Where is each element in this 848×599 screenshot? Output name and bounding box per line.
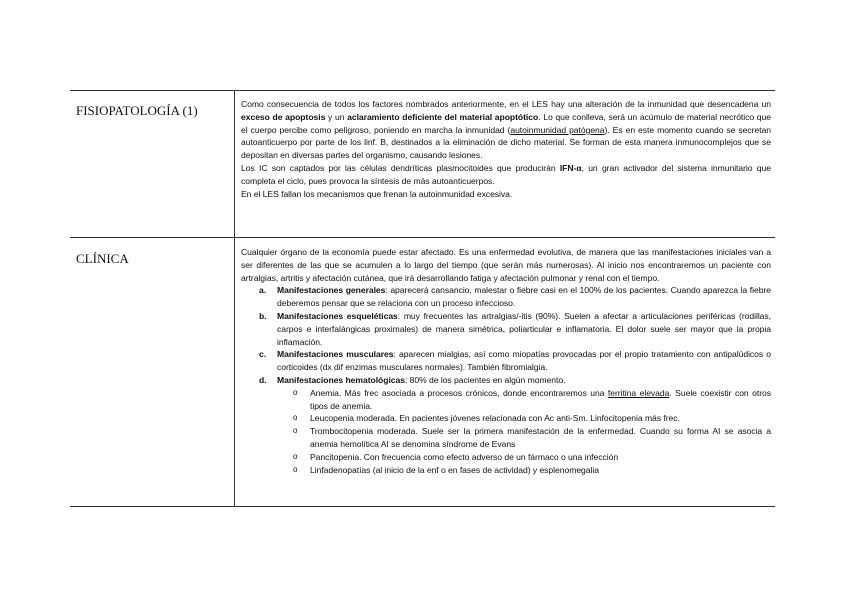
item-label: Manifestaciones musculares — [277, 349, 394, 360]
clinica-content — [235, 238, 775, 476]
section-title-clinica: CLÍNICA — [76, 251, 129, 266]
list-item — [259, 348, 771, 374]
sublist-item-linfadenopatias — [293, 464, 771, 477]
item-label: Manifestaciones hematológicas — [277, 374, 405, 385]
text-run: . Lo que conlleva, será un acúmulo de material necrótico que el cuerpo percibe como peligroso, poniendo en marcha la inmunidad ( — [241, 111, 771, 135]
row-content-cell — [235, 238, 776, 507]
list-marker: a. — [259, 285, 267, 296]
list-marker: d. — [259, 374, 267, 385]
list-item — [259, 310, 771, 348]
clinica-intro-paragraph: Cualquier órgano de la economía puede estar afectado. Es una enfermedad evolutiva, de manera que las manifestaciones iniciales van a ser diferentes de las que se acumulen a lo largo del tiempo (que serán más numerosas). Al inicio nos encontraremos un paciente con artralgias, artritis y afectación cutánea, que irá desarrollando fatiga y afectación pulmonar y renal con el tiempo. — [241, 247, 771, 283]
item-text: : 80% de los pacientes en algún momento. — [404, 374, 566, 385]
bold-term: aclaramiento deficiente del material apoptótico — [347, 111, 539, 122]
fisiopatologia-paragraph-2 — [241, 162, 771, 188]
bullet-icon: o — [293, 464, 298, 474]
bullet-icon: o — [293, 426, 298, 436]
list-item — [259, 374, 771, 476]
text-run: y un — [325, 111, 348, 122]
content-table — [70, 90, 775, 507]
text-run: Como consecuencia de todos los factores nombrados anteriormente, en el LES hay una alteración de la inmunidad que desencadena un — [241, 99, 771, 109]
text-run: Linfadenopatías (al inicio de la enf o en fases de actividad) y esplenomegalia — [310, 464, 599, 475]
text-run: Pancitopenia. Con frecuencia como efecto adverso de un fármaco o una infección — [310, 451, 619, 462]
fisiopatologia-paragraph-1 — [241, 98, 771, 162]
list-marker: b. — [259, 310, 267, 321]
text-run: . Suele coexistir con otros tipos de anemia. — [310, 387, 772, 411]
text-run: ). Es en este momento cuando se secretan autoanticuerpo por parte de los linf. B, destinados a la eliminación de dicho material. Se forman de esta manera inmunocomplejos que se depositan en diversas partes del organismo, causando lesiones. — [241, 124, 771, 161]
row-header-cell — [70, 238, 235, 507]
list-item — [259, 284, 771, 310]
table-row-fisiopatologia — [70, 91, 775, 238]
text-run: Leucopenia moderada. En pacientes jóvenes relacionada con Ac anti-Sm. Linfocitopenia más frec. — [310, 413, 680, 424]
list-marker: c. — [259, 349, 267, 360]
text-run: Los IC son captados por las células dendríticas plasmocitoides que producirán — [241, 162, 560, 173]
text-run: , un gran activador del sistema inmunitario que completa el ciclo, pues provoca la síntesis de más autoanticuerpos. — [241, 162, 771, 186]
row-content-cell — [235, 91, 776, 238]
bold-term: IFN-α — [559, 162, 582, 173]
item-label: Manifestaciones generales — [277, 285, 386, 296]
manifestaciones-list — [241, 284, 771, 476]
bold-term: exceso de apoptosis — [241, 111, 326, 122]
hematologicas-sublist — [277, 387, 771, 477]
fisiopatologia-paragraph-3: En el LES fallan los mecanismos que frenan la autoinmunidad excesiva. — [241, 188, 513, 199]
sublist-item-leucopenia — [293, 412, 771, 425]
sublist-item-trombocitopenia — [293, 425, 771, 451]
underlined-term: autoinmunidad patógena — [510, 124, 605, 135]
fisiopatologia-content — [235, 91, 775, 200]
bullet-icon: o — [293, 451, 298, 461]
sublist-item-pancitopenia — [293, 451, 771, 464]
item-text: : aparecerá cansancio, malestar o fiebre casi en el 100% de los pacientes. Cuando aparezca la fiebre deberemos pensar que se relaciona con un proceso infeccioso. — [277, 285, 771, 309]
bullet-icon: o — [293, 387, 298, 397]
bullet-icon: o — [293, 413, 298, 423]
text-run: Anemia. Más frec asociada a procesos crónicos, donde encontraremos una — [310, 387, 608, 398]
underlined-term: ferritina elevada — [607, 387, 670, 398]
item-text: : muy frecuentes las artralgias/-itis (90%). Suelen a afectar a articulaciones periféricas (rodillas, carpos e interfalángicas proximales) de manera simétrica, poliarticular e inflamatoria. El dolor suele ser mayor que la propia inflamación. — [277, 310, 771, 347]
section-title-fisiopatologia: FISIOPATOLOGÍA (1) — [76, 103, 198, 118]
sublist-item-anemia — [293, 387, 771, 413]
item-text: : aparecen mialgias, así como miopatías provocadas por el propio tratamiento con antipalúdicos o corticoides (dx dif enzimas musculares normales). También fibromialgia. — [277, 349, 771, 373]
table-row-clinica — [70, 238, 775, 507]
row-header-cell — [70, 91, 235, 238]
item-label: Manifestaciones esqueléticas — [277, 310, 398, 321]
text-run: Trombocitopenia moderada. Suele ser la primera manifestación de la enfermedad. Cuando su forma AI se asocia a anemia hemolítica AI se denomina síndrome de Evans — [310, 426, 771, 449]
